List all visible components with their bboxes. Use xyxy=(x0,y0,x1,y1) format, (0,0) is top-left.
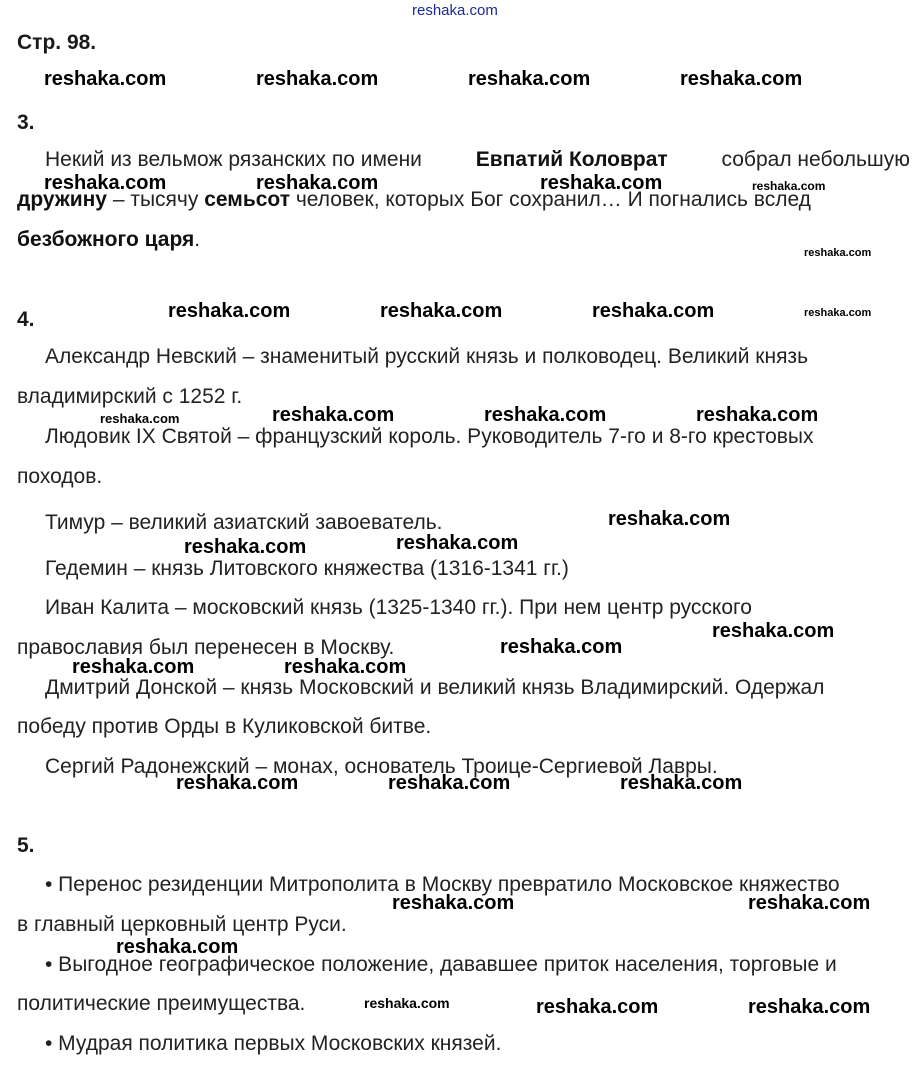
s3-text-b: собрал небольшую xyxy=(721,148,910,171)
watermark-link[interactable]: reshaka.com xyxy=(468,68,591,90)
s4-line-10: победу против Орды в Куликовской битве. xyxy=(17,715,432,738)
watermark-link[interactable]: reshaka.com xyxy=(536,996,659,1018)
s4-line-5: Тимур – великий азиатский завоеватель. xyxy=(45,511,443,534)
s4-line-3: Людовик IX Святой – французский король. Руководитель 7-го и 8-го крестовых xyxy=(45,425,814,448)
watermark-link[interactable]: reshaka.com xyxy=(804,307,872,319)
s4-line-9: Дмитрий Донской – князь Московский и великий князь Владимирский. Одержал xyxy=(45,676,825,699)
watermark-link[interactable]: reshaka.com xyxy=(392,892,515,914)
watermark-link[interactable]: reshaka.com xyxy=(484,404,607,426)
page-heading: Стр. 98. xyxy=(17,31,97,54)
section-3-line-1 xyxy=(45,149,910,170)
watermark-link[interactable]: reshaka.com xyxy=(44,172,167,194)
s4-line-6: Гедемин – князь Литовского княжества (1316-1341 гг.) xyxy=(45,557,569,580)
watermark-link[interactable]: reshaka.com xyxy=(752,179,826,193)
watermark-link[interactable]: reshaka.com xyxy=(256,68,379,90)
s3-text-a: Некий из вельмож рязанских по имени xyxy=(45,148,422,171)
s3-text-d: человек, которых Бог сохранил… И погнались вслед xyxy=(290,188,811,211)
watermark-link[interactable]: reshaka.com xyxy=(620,772,743,794)
s4-line-1: Александр Невский – знаменитый русский князь и полководец. Великий князь xyxy=(45,345,809,368)
s4-line-4: походов. xyxy=(17,465,103,488)
s3-text-c: – тысячу xyxy=(106,188,205,211)
s3-dot: . xyxy=(194,228,201,251)
watermark-link[interactable]: reshaka.com xyxy=(396,532,519,554)
s4-line-11: Сергий Радонежский – монах, основатель Троице-Сергиевой Лавры. xyxy=(45,755,718,778)
watermark-link[interactable]: reshaka.com xyxy=(44,68,167,90)
s5-line-3: • Выгодное географическое положение, дававшее приток населения, торговые и xyxy=(45,953,837,976)
watermark-link[interactable]: reshaka.com xyxy=(256,172,379,194)
watermark-link[interactable]: reshaka.com xyxy=(364,995,450,1011)
s5-line-5: • Мудрая политика первых Московских князей. xyxy=(45,1032,502,1055)
watermark-link[interactable]: reshaka.com xyxy=(748,996,871,1018)
watermark-link[interactable]: reshaka.com xyxy=(176,772,299,794)
watermark-link[interactable]: reshaka.com xyxy=(116,936,239,958)
watermark-link[interactable]: reshaka.com xyxy=(804,247,872,259)
s5-line-2: в главный церковный центр Руси. xyxy=(17,913,347,936)
watermark-link[interactable]: reshaka.com xyxy=(748,892,871,914)
watermark-link[interactable]: reshaka.com xyxy=(100,411,180,426)
s5-line-4: политические преимущества. xyxy=(17,992,306,1015)
s4-line-8: православия был перенесен в Москву. xyxy=(17,636,395,659)
watermark-link[interactable]: reshaka.com xyxy=(284,656,407,678)
s3-tsar: безбожного царя xyxy=(17,228,195,251)
watermark-link[interactable]: reshaka.com xyxy=(500,636,623,658)
s3-name-evpatiy: Евпатий Коловрат xyxy=(475,148,668,171)
watermark-link[interactable]: reshaka.com xyxy=(696,404,819,426)
s5-line-1: • Перенос резиденции Митрополита в Москву превратило Московское княжество xyxy=(45,873,840,896)
watermark-top[interactable]: reshaka.com xyxy=(412,2,498,19)
section-3-number: 3. xyxy=(17,111,35,134)
watermark-link[interactable]: reshaka.com xyxy=(380,300,503,322)
s4-line-2: владимирский с 1252 г. xyxy=(17,385,243,408)
watermark-link[interactable]: reshaka.com xyxy=(184,536,307,558)
watermark-link[interactable]: reshaka.com xyxy=(608,508,731,530)
watermark-link[interactable]: reshaka.com xyxy=(712,620,835,642)
watermark-link[interactable]: reshaka.com xyxy=(388,772,511,794)
section-4-number: 4. xyxy=(17,308,35,331)
watermark-link[interactable]: reshaka.com xyxy=(168,300,291,322)
s3-druzhina: дружину xyxy=(17,188,107,211)
watermark-link[interactable]: reshaka.com xyxy=(592,300,715,322)
watermark-link[interactable]: reshaka.com xyxy=(540,172,663,194)
s3-semsot: семьсот xyxy=(204,188,290,211)
watermark-link[interactable]: reshaka.com xyxy=(680,68,803,90)
watermark-link[interactable]: reshaka.com xyxy=(272,404,395,426)
s4-line-7: Иван Калита – московский князь (1325-1340 гг.). При нем центр русского xyxy=(45,596,752,619)
section-5-number: 5. xyxy=(17,834,35,857)
watermark-link[interactable]: reshaka.com xyxy=(72,656,195,678)
section-3-line-3 xyxy=(17,229,922,250)
